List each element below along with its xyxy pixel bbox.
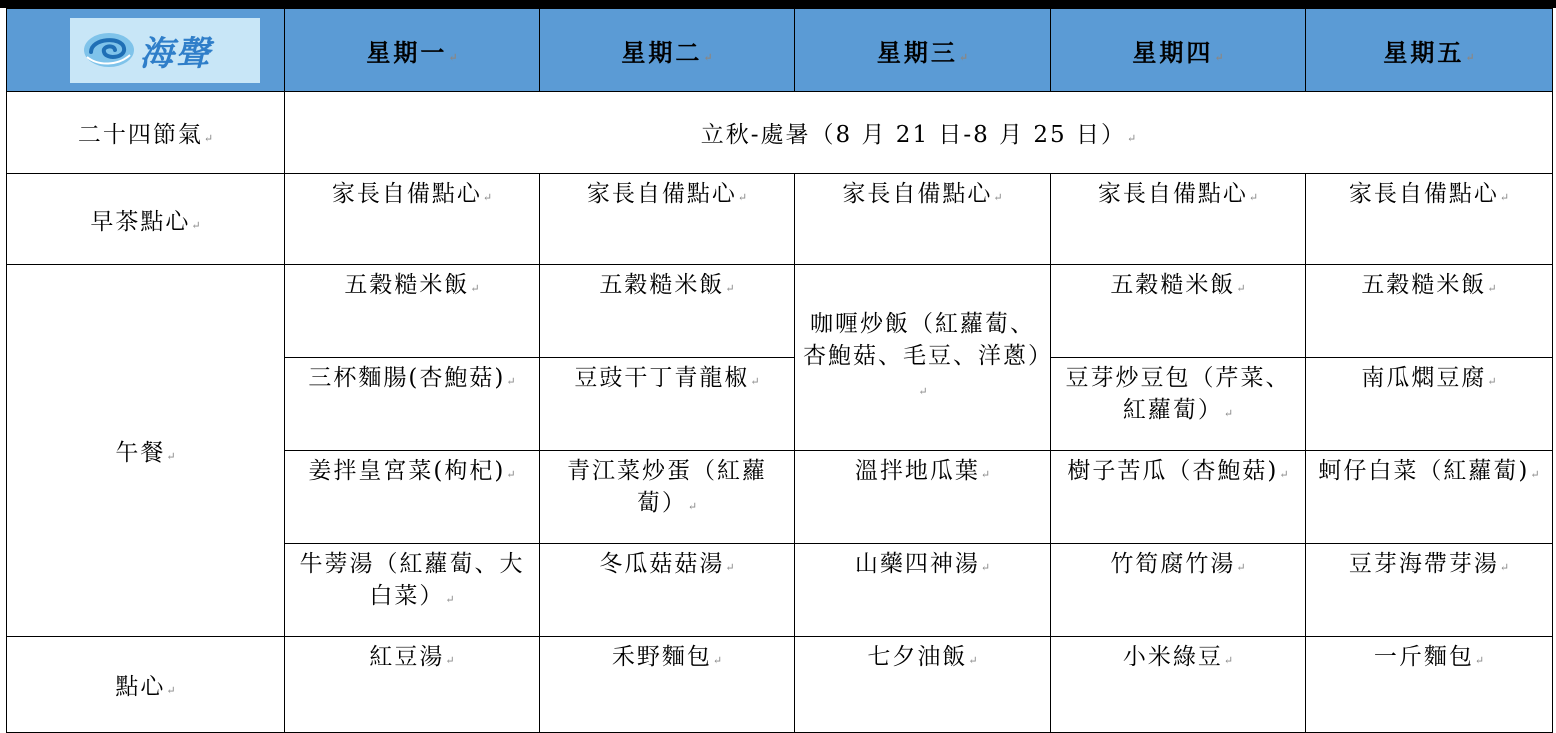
paragraph-mark-icon: ↵ [1465,50,1475,64]
cell-text: 家長自備點心 [331,181,482,207]
cell-text: 豆芽海帶芽湯 [1348,551,1499,577]
lunch-main-tue [540,358,795,451]
lunch-main-thu [1051,358,1306,451]
paragraph-mark-icon: ↵ [993,191,1003,204]
morning-snack-wed [795,174,1051,265]
lunch-staple-fri [1306,265,1553,358]
cell-text: 溫拌地瓜葉 [854,458,980,484]
cell-text: 禾野麵包 [611,644,712,670]
paragraph-mark-icon: ↵ [1530,468,1540,481]
lunch-staple-tue [540,265,795,358]
lunch-veg-mon [285,451,540,544]
morning-snack-tue [540,174,795,265]
cell-text: 冬瓜菇菇湯 [599,551,725,577]
paragraph-mark-icon: ↵ [203,132,214,145]
cell-text: 星期三 [876,37,958,67]
cell-text: 牛蒡湯（紅蘿蔔、大白菜） [299,551,525,609]
morning-snack-mon [285,174,540,265]
paragraph-mark-icon: ↵ [482,191,493,204]
paragraph-mark-icon: ↵ [1279,468,1289,481]
paragraph-mark-icon: ↵ [445,593,455,606]
lunch-staple-wed [795,265,1051,451]
afternoon-snack-thu [1051,637,1306,733]
cell-text: 二十四節氣 [77,122,203,148]
cell-text: 星期一 [366,37,448,67]
paragraph-mark-icon: ↵ [918,384,928,398]
paragraph-mark-icon: ↵ [470,282,480,295]
weekly-menu-table [6,8,1553,733]
cell-text: 姜拌皇宮菜(枸杞) [308,458,506,484]
cell-text: 星期四 [1132,37,1214,67]
paragraph-mark-icon: ↵ [1236,282,1246,295]
day-header-wed [795,9,1051,92]
cell-text: 樹子苦瓜（杏鮑菇) [1067,458,1279,484]
lunch-label [7,265,285,637]
cell-text: 午餐 [115,440,166,466]
lunch-veg-wed [795,451,1051,544]
paragraph-mark-icon: ↵ [1214,50,1224,64]
paragraph-mark-icon: ↵ [166,684,176,697]
lunch-veg-tue [540,451,795,544]
day-header-fri [1306,9,1553,92]
logo [70,18,260,83]
day-header-mon [285,9,540,92]
lunch-soup-wed [795,544,1051,637]
paragraph-mark-icon: ↵ [1499,191,1510,204]
lunch-veg-fri [1306,451,1553,544]
cell-text: 青江菜炒蛋（紅蘿蔔） [567,458,767,516]
paragraph-mark-icon: ↵ [1474,654,1485,667]
cell-text: 紅豆湯 [369,644,445,670]
paragraph-mark-icon: ↵ [725,561,735,574]
paragraph-mark-icon: ↵ [1223,654,1234,667]
cell-text: 家長自備點心 [1348,181,1499,207]
lunch-soup-tue [540,544,795,637]
paragraph-mark-icon: ↵ [737,191,748,204]
paragraph-mark-icon: ↵ [1487,375,1497,388]
day-header-thu [1051,9,1306,92]
paragraph-mark-icon: ↵ [506,468,516,481]
paragraph-mark-icon: ↵ [958,50,969,64]
logo-text: 海聲 [139,33,212,74]
header-row [7,9,1553,92]
solar-term-row [7,92,1553,174]
cell-text: 星期五 [1383,37,1465,67]
paragraph-mark-icon: ↵ [1248,191,1259,204]
paragraph-mark-icon: ↵ [968,654,978,667]
cell-text: 山藥四神湯 [854,551,980,577]
afternoon-snack-row [7,637,1553,733]
morning-snack-row [7,174,1553,265]
lunch-soup-fri [1306,544,1553,637]
cell-text: 點心 [115,674,166,700]
cell-text: 南瓜燜豆腐 [1361,365,1487,391]
cell-text: 五穀糙米飯 [1361,272,1487,298]
top-border [0,0,1556,8]
cell-text: 家長自備點心 [1097,181,1248,207]
afternoon-snack-wed [795,637,1051,733]
cell-text: 小米綠豆 [1122,644,1223,670]
cell-text: 七夕油飯 [867,644,968,670]
paragraph-mark-icon: ↵ [980,468,991,481]
cell-text: 三杯麵腸(杏鮑菇) [308,365,506,391]
solar-term-label [7,92,285,174]
cell-text: 豆芽炒豆包（芹菜、紅蘿蔔） [1065,365,1291,423]
lunch-veg-thu [1051,451,1306,544]
day-header-tue [540,9,795,92]
lunch-soup-mon [285,544,540,637]
lunch-main-mon [285,358,540,451]
paragraph-mark-icon: ↵ [448,50,458,64]
paragraph-mark-icon: ↵ [750,375,760,388]
cell-text: 竹筍腐竹湯 [1110,551,1236,577]
morning-snack-label [7,174,285,265]
paragraph-mark-icon: ↵ [506,375,516,388]
paragraph-mark-icon: ↵ [1236,561,1246,574]
logo-cell [7,9,285,92]
cell-text: 咖喱炒飯（紅蘿蔔、杏鮑菇、毛豆、洋蔥） [803,310,1053,369]
cell-text: 早茶點心 [90,208,191,235]
paragraph-mark-icon: ↵ [445,654,455,667]
paragraph-mark-icon: ↵ [703,50,713,64]
cell-text: 家長自備點心 [842,181,993,207]
cell-text: 一斤麵包 [1373,644,1474,670]
cell-text: 家長自備點心 [586,181,737,207]
paragraph-mark-icon: ↵ [980,561,991,574]
lunch-main-fri [1306,358,1553,451]
paragraph-mark-icon: ↵ [687,500,698,513]
lunch-staple-thu [1051,265,1306,358]
paragraph-mark-icon: ↵ [191,218,201,232]
swirl-icon [82,30,136,70]
paragraph-mark-icon: ↵ [1127,132,1137,145]
cell-text: 五穀糙米飯 [1110,272,1236,298]
cell-text: 豆豉干丁青龍椒 [574,365,750,391]
paragraph-mark-icon: ↵ [1499,561,1510,574]
cell-text: 立秋-處暑（8 月 21 日-8 月 25 日） [700,122,1126,148]
morning-snack-fri [1306,174,1553,265]
afternoon-snack-mon [285,637,540,733]
lunch-row-staple [7,265,1553,358]
paragraph-mark-icon: ↵ [725,282,735,295]
afternoon-snack-tue [540,637,795,733]
cell-text: 五穀糙米飯 [344,272,470,298]
paragraph-mark-icon: ↵ [1223,407,1234,420]
lunch-soup-thu [1051,544,1306,637]
paragraph-mark-icon: ↵ [1487,282,1497,295]
cell-text: 五穀糙米飯 [599,272,725,298]
afternoon-snack-fri [1306,637,1553,733]
lunch-staple-mon [285,265,540,358]
morning-snack-thu [1051,174,1306,265]
paragraph-mark-icon: ↵ [166,450,176,463]
cell-text: 蚵仔白菜（紅蘿蔔) [1318,458,1530,484]
cell-text: 星期二 [621,37,703,67]
solar-term-value [285,92,1553,174]
afternoon-snack-label [7,637,285,733]
paragraph-mark-icon: ↵ [712,654,723,667]
